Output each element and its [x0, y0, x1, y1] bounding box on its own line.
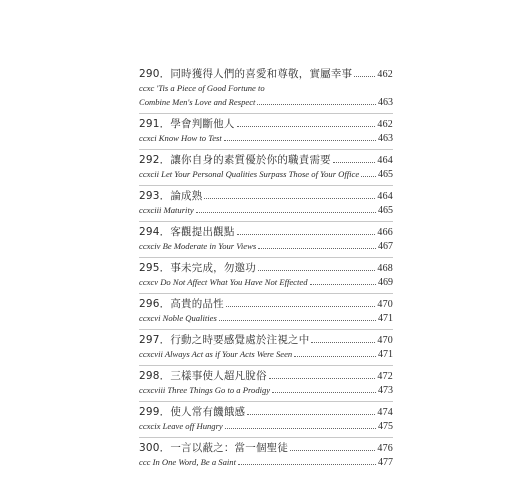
- toc-en-title: ccc In One Word, Be a Saint: [139, 457, 236, 467]
- toc-entry: [139, 294, 393, 330]
- toc-zh-title: 293．論成熟: [139, 190, 203, 202]
- toc-en-page-number: 475: [378, 421, 393, 432]
- dot-leader: [294, 355, 376, 357]
- toc-zh-line: [139, 67, 393, 81]
- dot-leader: [224, 139, 376, 141]
- toc-en-line: [139, 347, 393, 361]
- toc-en-title: ccxcv Do Not Affect What You Have Not Effected: [139, 277, 308, 287]
- dot-leader: [237, 125, 376, 127]
- toc-zh-page-number: 470: [377, 299, 393, 310]
- toc-en-line: [139, 311, 393, 325]
- toc-entry: [139, 64, 393, 114]
- toc-en-page-number: 469: [378, 277, 393, 288]
- toc-entry: [139, 222, 393, 258]
- toc-en-title: ccxcvii Always Act as if Your Acts Were Seen: [139, 349, 293, 359]
- toc-zh-page-number: 464: [377, 191, 393, 202]
- dot-leader: [258, 269, 375, 271]
- dot-leader: [247, 413, 375, 415]
- dot-leader: [310, 283, 377, 285]
- toc-zh-page-number: 470: [377, 335, 393, 346]
- toc-zh-title: 300．一言以蔽之：當一個聖徒: [139, 442, 289, 454]
- dot-leader: [258, 247, 376, 249]
- toc-zh-line: [139, 117, 393, 131]
- toc-en-page-number: 465: [378, 205, 393, 216]
- toc-en-page-number: 463: [378, 133, 393, 144]
- toc-en-line: [139, 167, 393, 181]
- toc-en-title: ccxcii Let Your Personal Qualities Surpass Those of Your Office: [139, 169, 360, 179]
- toc-zh-line: [139, 189, 393, 203]
- table-of-contents: [139, 64, 393, 473]
- toc-en-page-number: 467: [378, 241, 393, 252]
- dot-leader: [272, 391, 376, 393]
- toc-zh-page-number: 462: [377, 119, 393, 130]
- toc-en-line: [139, 95, 393, 109]
- toc-en-line: [139, 275, 393, 289]
- toc-zh-page-number: 476: [377, 443, 393, 454]
- dot-leader: [290, 449, 375, 451]
- toc-en-line: [139, 455, 393, 469]
- toc-zh-title: 297．行動之時要感覺處於注視之中: [139, 334, 310, 346]
- dot-leader: [237, 233, 376, 235]
- toc-en-page-number: 477: [378, 457, 393, 468]
- toc-entry: [139, 114, 393, 150]
- dot-leader: [219, 319, 376, 321]
- toc-zh-page-number: 462: [377, 69, 393, 80]
- toc-entry: [139, 330, 393, 366]
- toc-en-page-number: 471: [378, 313, 393, 324]
- toc-entry: [139, 366, 393, 402]
- toc-entry: [139, 150, 393, 186]
- toc-en-page-number: 471: [378, 349, 393, 360]
- dot-leader: [354, 75, 375, 77]
- toc-zh-page-number: 464: [377, 155, 393, 166]
- toc-en-page-number: 473: [378, 385, 393, 396]
- toc-en-line: [139, 203, 393, 217]
- toc-entry: [139, 186, 393, 222]
- toc-zh-title: 292．讓你自身的素質優於你的職責需要: [139, 154, 331, 166]
- dot-leader: [226, 305, 376, 307]
- toc-zh-title: 294．客觀提出觀點: [139, 226, 235, 238]
- toc-en-line: [139, 239, 393, 253]
- toc-zh-line: [139, 333, 393, 347]
- toc-zh-title: 290．同時獲得人們的喜愛和尊敬，實屬幸事: [139, 68, 353, 80]
- dot-leader: [361, 175, 376, 177]
- toc-zh-title: 299．使人常有饑餓感: [139, 406, 246, 418]
- dot-leader: [204, 197, 375, 199]
- dot-leader: [225, 427, 376, 429]
- toc-zh-line: [139, 225, 393, 239]
- toc-zh-line: [139, 369, 393, 383]
- toc-entry: [139, 258, 393, 294]
- toc-en-line: [139, 383, 393, 397]
- toc-zh-line: [139, 297, 393, 311]
- toc-en-title: ccxcix Leave off Hungry: [139, 421, 223, 431]
- dot-leader: [238, 463, 376, 465]
- toc-en-title: ccxci Know How to Test: [139, 133, 222, 143]
- dot-leader: [257, 103, 376, 105]
- dot-leader: [269, 377, 376, 379]
- toc-en-line: [139, 81, 393, 95]
- toc-zh-page-number: 472: [377, 371, 393, 382]
- toc-entry: [139, 402, 393, 438]
- toc-en-title: ccxcviii Three Things Go to a Prodigy: [139, 385, 271, 395]
- toc-en-title: ccxc 'Tis a Piece of Good Fortune to: [139, 83, 265, 93]
- toc-zh-title: 291．學會判斷他人: [139, 118, 235, 130]
- toc-zh-page-number: 474: [377, 407, 393, 418]
- toc-entry: [139, 438, 393, 473]
- toc-zh-title: 296．高貴的品性: [139, 298, 224, 310]
- dot-leader: [311, 341, 375, 343]
- toc-en-title: ccxciv Be Moderate in Your Views: [139, 241, 257, 251]
- toc-zh-title: 295．事未完成，勿邀功: [139, 262, 256, 274]
- toc-zh-line: [139, 405, 393, 419]
- toc-en-title: Combine Men's Love and Respect: [139, 97, 256, 107]
- toc-en-title: ccxciii Maturity: [139, 205, 194, 215]
- toc-zh-page-number: 468: [377, 263, 393, 274]
- toc-en-title: ccxcvi Noble Qualities: [139, 313, 217, 323]
- toc-en-line: [139, 419, 393, 433]
- toc-zh-line: [139, 441, 393, 455]
- toc-zh-title: 298．三樣事使人超凡脫俗: [139, 370, 267, 382]
- toc-en-page-number: 465: [378, 169, 393, 180]
- toc-zh-line: [139, 153, 393, 167]
- toc-zh-page-number: 466: [377, 227, 393, 238]
- dot-leader: [333, 161, 376, 163]
- toc-zh-line: [139, 261, 393, 275]
- toc-en-line: [139, 131, 393, 145]
- dot-leader: [196, 211, 376, 213]
- toc-en-page-number: 463: [378, 97, 393, 108]
